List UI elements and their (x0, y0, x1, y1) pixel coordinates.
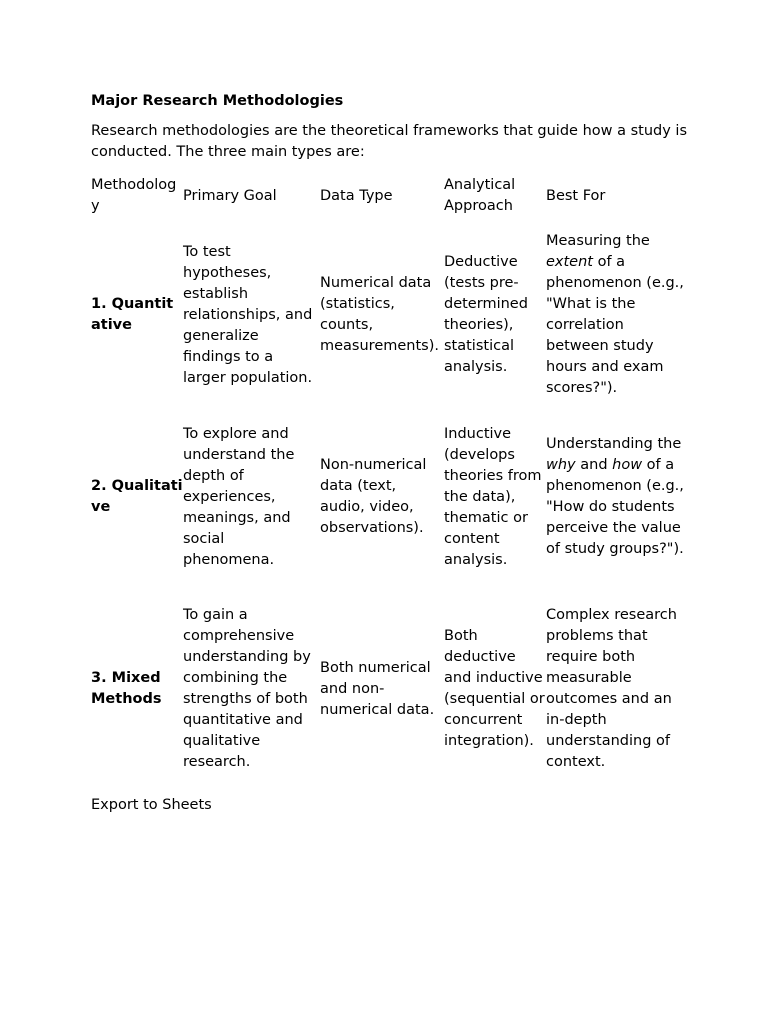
header-data-type: Data Type (320, 187, 393, 204)
best-for-emphasis: extent (546, 254, 593, 270)
best-for-text: Understanding the (546, 436, 682, 452)
table-row (91, 229, 691, 401)
data-type-cell: Numerical data (statistics, counts, measurements). (320, 275, 439, 354)
table-header-row (91, 175, 691, 217)
document-body (91, 90, 691, 816)
methodologies-table (91, 175, 691, 785)
table-row (91, 401, 691, 593)
best-for-text: of a phenomenon (e.g., "How do students perceive the value of study groups?"). (546, 457, 684, 557)
data-type-cell: Both numerical and non-numerical data. (320, 659, 435, 718)
best-for-cell: Complex research problems that require both measurable outcomes and an in-depth understanding of context. (546, 607, 677, 770)
header-methodology: Methodology (91, 177, 177, 214)
header-best-for: Best For (546, 187, 606, 204)
goal-cell: To explore and understand the depth of experiences, meanings, and social phenomena. (183, 425, 295, 568)
document-title: Major Research Methodologies (91, 93, 344, 109)
methodology-cell: 2. Qualitative (91, 478, 183, 515)
best-for-cell (546, 229, 691, 401)
methodology-cell: 3. Mixed Methods (91, 670, 162, 707)
best-for-text: and (575, 457, 613, 473)
intro-paragraph: Research methodologies are the theoretical frameworks that guide how a study is conducted. The three main types are: (91, 123, 688, 160)
header-primary-goal: Primary Goal (183, 187, 277, 204)
best-for-cell (546, 401, 691, 593)
approach-cell: Deductive (tests pre-determined theories), statistical analysis. (444, 254, 528, 375)
best-for-text: Measuring the (546, 233, 650, 249)
export-to-sheets-link[interactable]: Export to Sheets (91, 797, 212, 813)
header-analytical-approach: Analytical Approach (444, 177, 516, 214)
best-for-emphasis: why (546, 457, 576, 473)
data-type-cell: Non-numerical data (text, audio, video, observations). (320, 457, 427, 536)
table-row (91, 593, 691, 785)
best-for-text: of a phenomenon (e.g., "What is the correlation between study hours and exam scores?"). (546, 254, 684, 396)
approach-cell: Both deductive and inductive (sequential or concurrent integration). (444, 628, 545, 749)
approach-cell: Inductive (develops theories from the data), thematic or content analysis. (444, 425, 542, 568)
goal-cell: To gain a comprehensive understanding by combining the strengths of both quantitative and qualitative research. (183, 607, 311, 770)
goal-cell: To test hypotheses, establish relationships, and generalize findings to a larger population. (183, 243, 313, 386)
methodology-cell: 1. Quantitative (91, 296, 174, 333)
best-for-emphasis: how (612, 457, 643, 473)
